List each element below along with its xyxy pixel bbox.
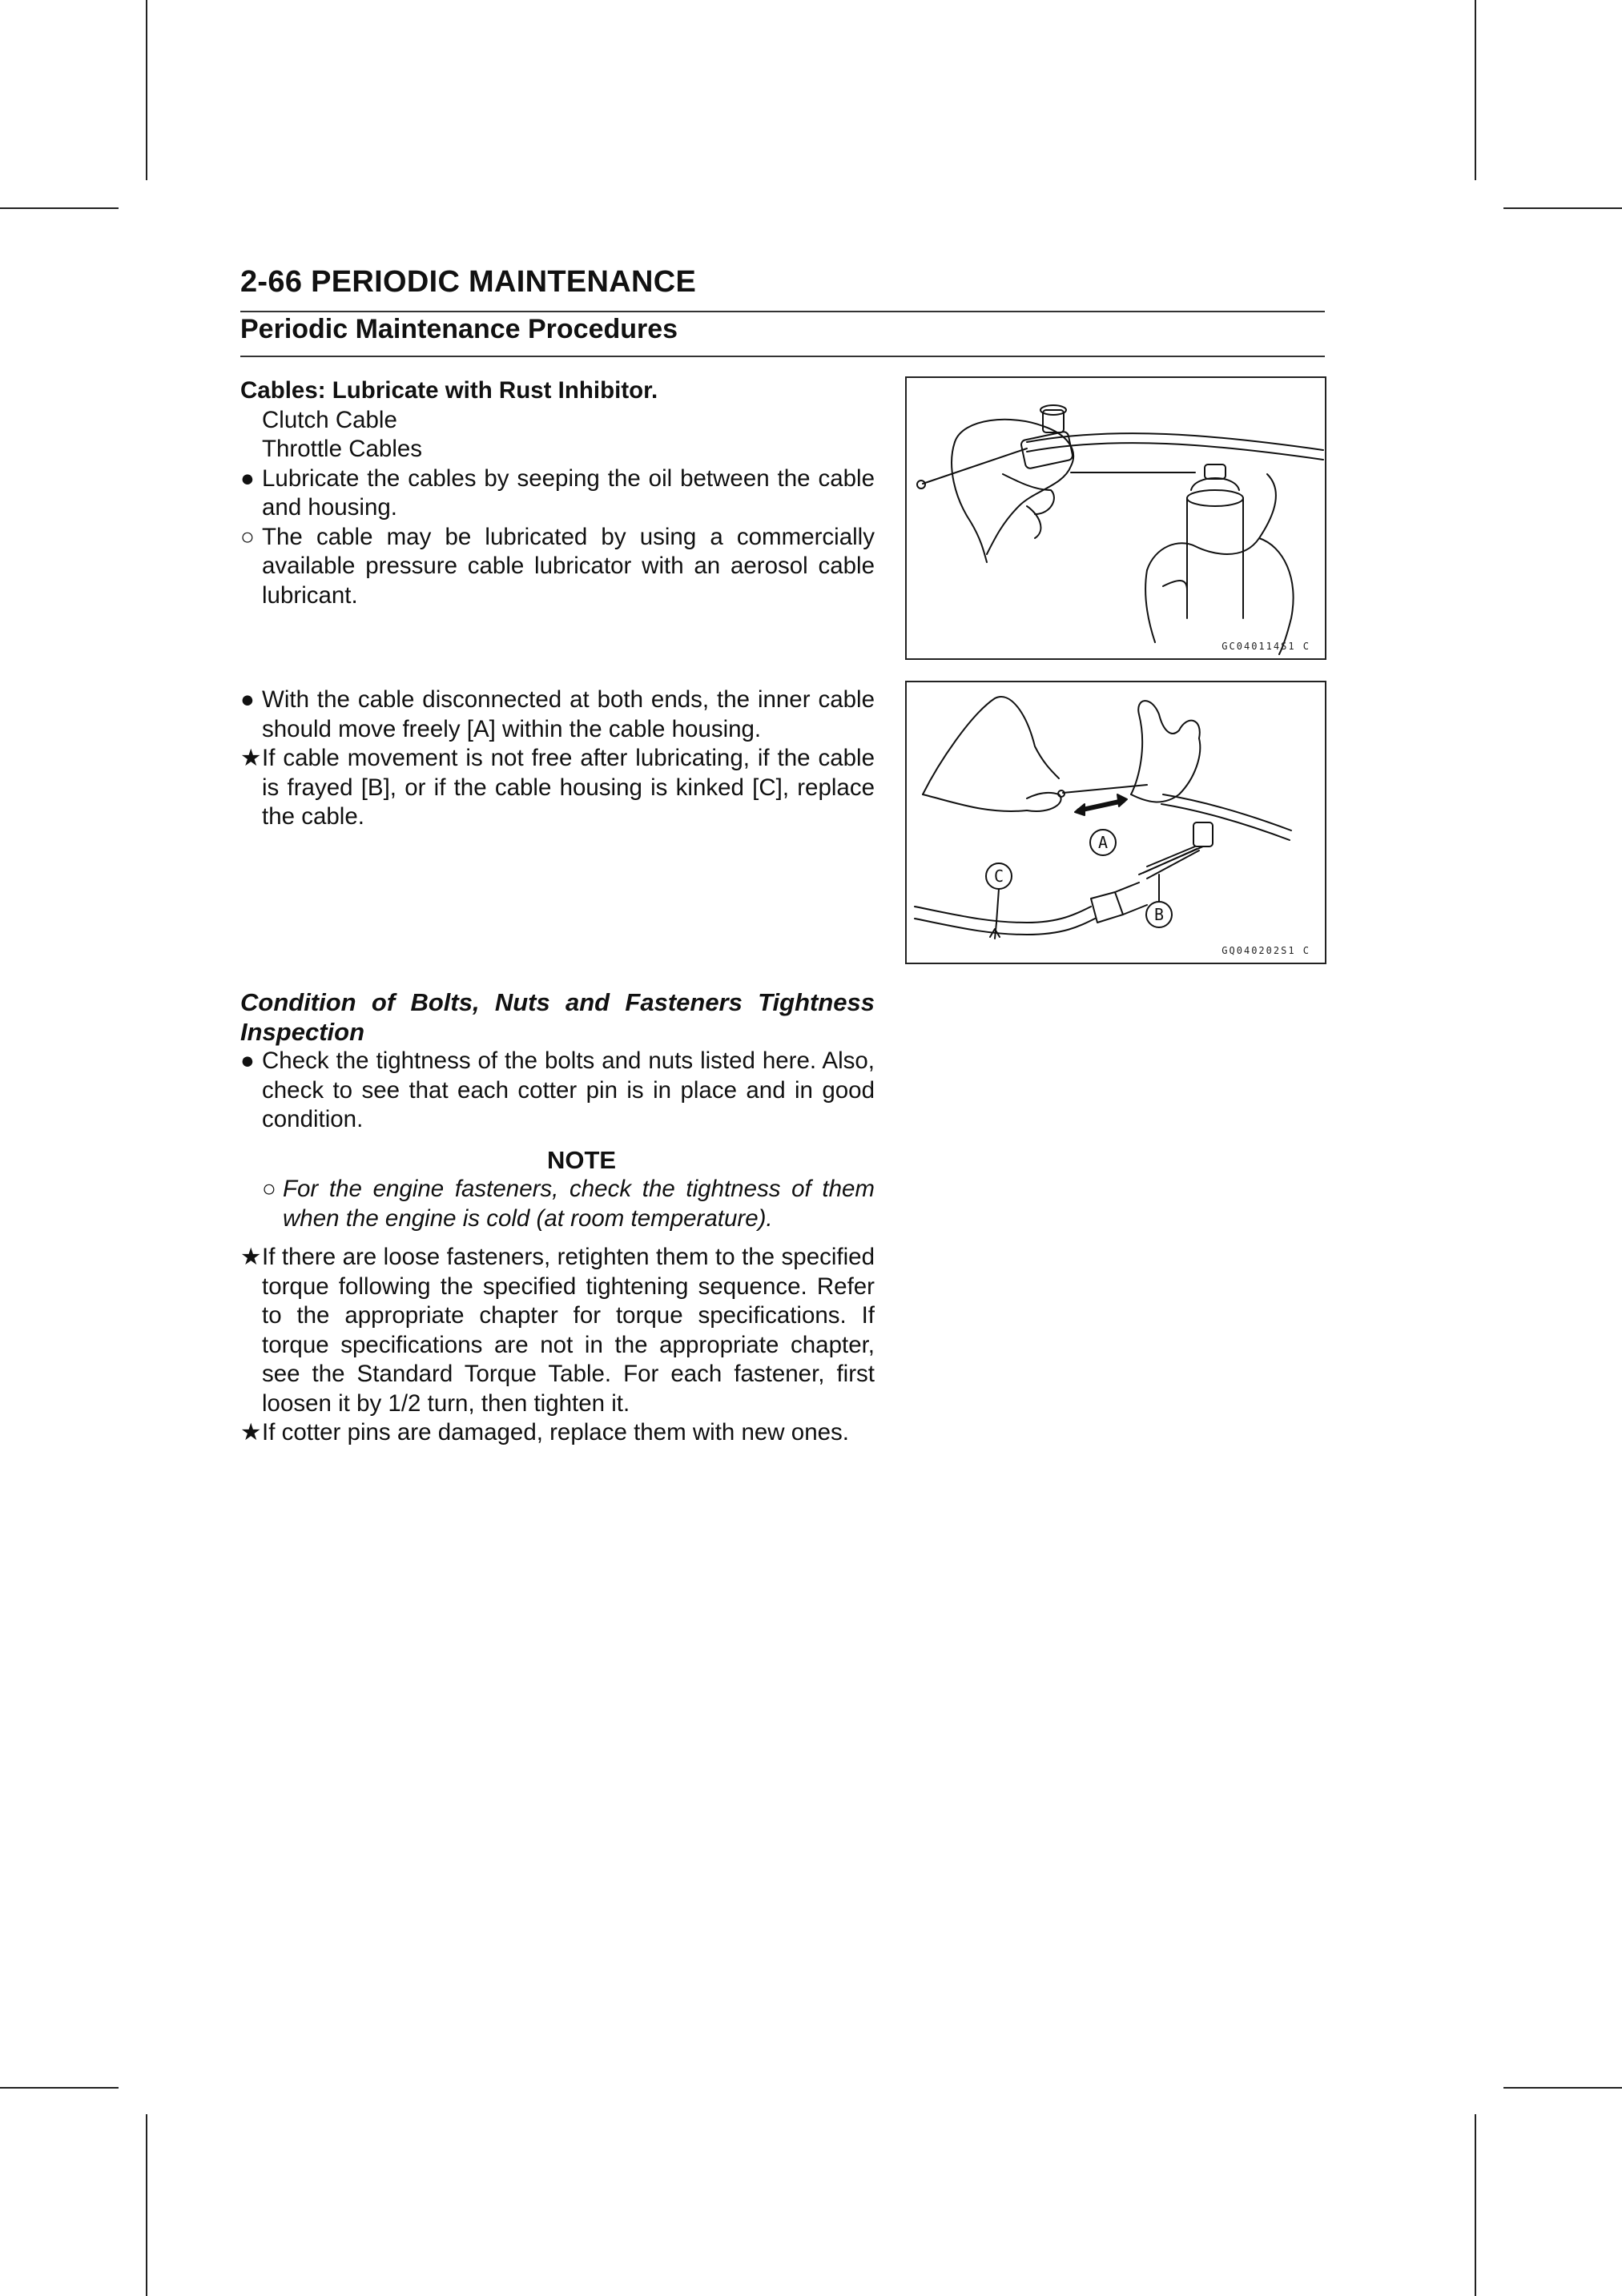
bullet-icon: ● [240,1047,255,1074]
crop-mark [1475,2114,1476,2296]
step-text: Check the tightness of the bolts and nuts listed here. Also, check to see that each cotter pin is in place and in good condition. [262,1047,875,1132]
crop-mark [0,2087,119,2089]
fasteners-section [240,988,875,1448]
crop-mark [1475,0,1476,180]
procedure-action [240,744,875,832]
crop-mark [146,2114,147,2296]
star-icon: ★ [240,1419,262,1446]
procedure-note [240,523,875,611]
note-title: NOTE [546,1145,617,1174]
cable-check-section [240,686,875,832]
note [240,1175,875,1233]
section-title: Periodic Maintenance Procedures [240,314,678,344]
procedure-action [240,1243,875,1418]
cable-list-item: Clutch Cable [262,406,397,433]
bullet-icon: ● [240,686,255,713]
callout-label: B [1153,905,1165,924]
callout-label: C [993,867,1004,886]
figure-code: GQ040202S1 C [1222,945,1310,956]
procedure-action [240,1418,875,1448]
callout-label: A [1097,833,1109,852]
crop-mark [0,207,119,209]
header-rule [240,311,1325,312]
figure-cable-lubrication [905,376,1326,660]
action-text: If cotter pins are damaged, replace them with new ones. [262,1419,849,1446]
page-title: 2-66 PERIODIC MAINTENANCE [240,265,697,299]
star-icon: ★ [240,745,262,771]
step-text: With the cable disconnected at both ends, the inner cable should move freely [A] within the cable housing. [262,686,875,742]
cable-inspection-illustration [907,682,1325,963]
circle-bullet-icon: ○ [240,523,255,550]
cables-heading: Cables: Lubricate with Rust Inhibitor. [240,377,658,404]
procedure-step [240,464,875,523]
fasteners-heading: Condition of Bolts, Nuts and Fasteners Tightness Inspection [240,988,875,1046]
procedure-step [240,686,875,744]
circle-bullet-icon: ○ [262,1176,276,1202]
bullet-icon: ● [240,464,255,492]
action-text: If cable movement is not free after lubricating, if the cable is frayed [B], or if the cable housing is kinked [C], replace the cable. [262,745,875,830]
cable-list-item: Throttle Cables [262,436,423,462]
note-text: The cable may be lubricated by using a commercially available pressure cable lubricator with an aerosol cable lubricant. [262,523,875,609]
figure-cable-inspection [905,681,1326,964]
star-icon: ★ [240,1244,262,1270]
cables-section [240,376,875,610]
crop-mark [146,0,147,180]
figure-code: GC040114S1 C [1222,641,1310,652]
crop-mark [1503,207,1622,209]
action-text: If there are loose fasteners, retighten them to the specified torque following the specified tightening sequence. Refer to the appropriate chapter for torque specifications. If torque specifications are not in the appropriate chapter, see the Standard Torque Table. For each fastener, first loosen it by 1/2 turn, then tighten it. [262,1244,875,1417]
step-text: Lubricate the cables by seeping the oil between the cable and housing. [262,464,875,521]
crop-mark [1503,2087,1622,2089]
cable-lubricator-illustration [907,378,1325,658]
procedure-step [240,1047,875,1135]
note-text: For the engine fasteners, check the tightness of them when the engine is cold (at room temperature). [283,1176,875,1232]
section-rule [240,356,1325,357]
